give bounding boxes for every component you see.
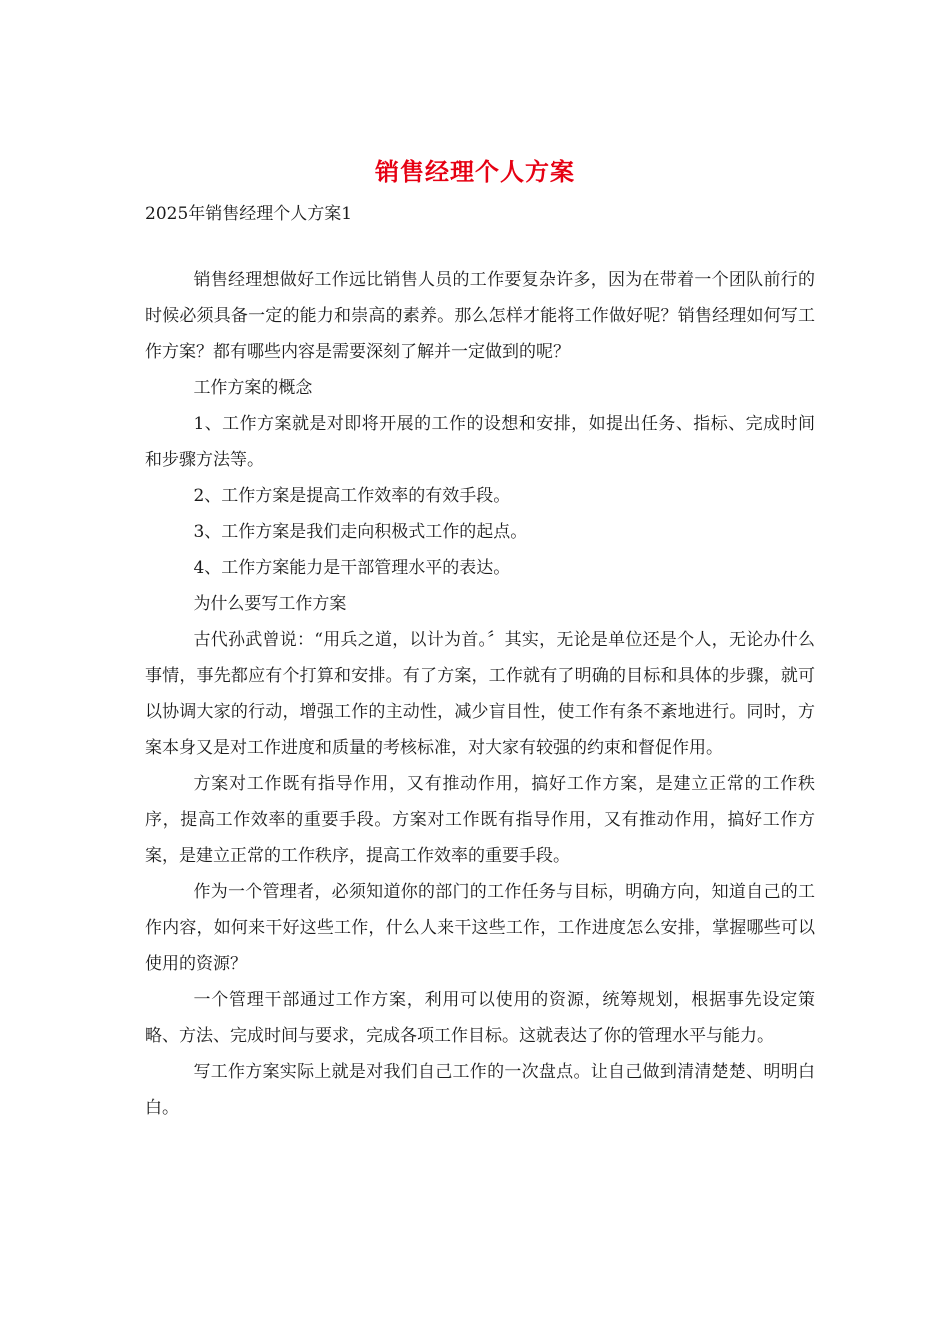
paragraph-sunwu: 古代孙武曾说：“用兵之道，以计为首。〞其实，无论是单位还是个人，无论办什么事情，事先都应有个打算和安排。有了方案，工作就有了明确的目标和具体的步骤，就可以协调大家的行动，增强工作的主动性，减少盲目性，使工作有条不紊地进行。同时，方案本身又是对工作进度和质量的考核标准，对大家有较强的约束和督促作用。 [145,630,815,758]
section-heading-why: 为什么要写工作方案 [193,594,347,614]
document-title: 销售经理个人方案 [375,157,575,186]
document-subtitle: 2025年销售经理个人方案1 [145,204,353,224]
paragraph-item-2: 2、工作方案是提高工作效率的有效手段。 [193,486,511,506]
paragraph-intro: 销售经理想做好工作远比销售人员的工作要复杂许多，因为在带着一个团队前行的时候必须具备一定的能力和崇高的素养。那么怎样才能将工作做好呢？销售经理如何写工作方案？都有哪些内容是需要深刻了解并一定做到的呢？ [145,270,815,362]
paragraph-item-1: 1、工作方案就是对即将开展的工作的设想和安排，如提出任务、指标、完成时间和步骤方法等。 [145,414,815,470]
paragraph-guidance: 方案对工作既有指导作用，又有推动作用，搞好工作方案，是建立正常的工作秩序，提高工作效率的重要手段。方案对工作既有指导作用，又有推动作用，搞好工作方案，是建立正常的工作秩序，提高工作效率的重要手段。 [145,774,815,866]
paragraph-inventory: 写工作方案实际上就是对我们自己工作的一次盘点。让自己做到清清楚楚、明明白白。 [145,1062,815,1118]
document-body [145,262,815,1126]
section-heading-concept: 工作方案的概念 [193,378,313,398]
paragraph-item-3: 3、工作方案是我们走向积极式工作的起点。 [193,522,528,542]
paragraph-item-4: 4、工作方案能力是干部管理水平的表达。 [193,558,511,578]
paragraph-planning: 一个管理干部通过工作方案，利用可以使用的资源，统筹规划，根据事先设定策略、方法、完成时间与要求，完成各项工作目标。这就表达了你的管理水平与能力。 [145,990,815,1046]
paragraph-manager: 作为一个管理者，必须知道你的部门的工作任务与目标，明确方向，知道自己的工作内容，如何来干好这些工作，什么人来干这些工作，工作进度怎么安排，掌握哪些可以使用的资源？ [145,882,815,974]
